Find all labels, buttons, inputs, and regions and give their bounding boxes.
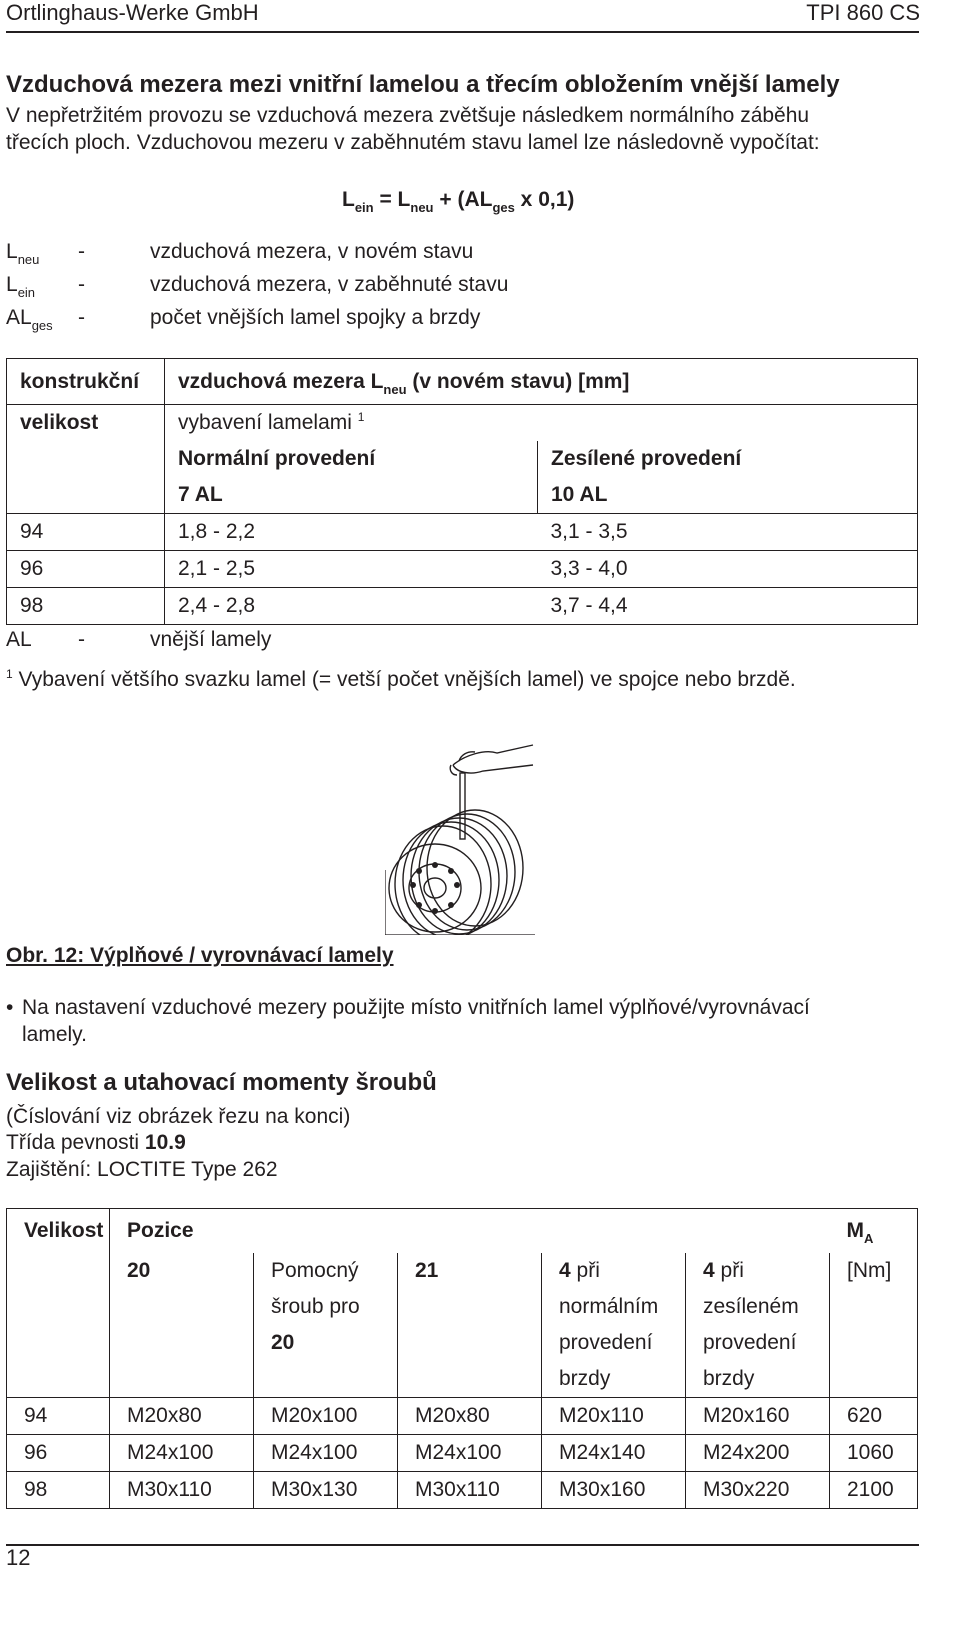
- cell-aux: M30x130: [254, 1471, 398, 1508]
- cell-strong: M30x220: [686, 1471, 830, 1508]
- cell-p20: M30x110: [110, 1471, 254, 1508]
- header-air-gap: vzduchová mezera $L_{neu}$ (v novém stavu) [mm]: [165, 359, 918, 405]
- cell-size: 98: [7, 1471, 110, 1508]
- cell-strong: 3,7 - 4,4: [538, 588, 918, 625]
- cell-size: 94: [7, 1397, 110, 1434]
- header-strong: Zesílené provedení: [538, 441, 918, 477]
- header-rule: [6, 31, 919, 33]
- legend-text: počet vnějších lamel spojky a brzdy: [150, 306, 481, 329]
- cell-ma: 2100: [830, 1471, 918, 1508]
- cell-normal: 1,8 - 2,2: [165, 514, 538, 551]
- header-company: Ortlinghaus-Werke GmbH: [6, 0, 259, 25]
- cell-aux: M24x100: [254, 1434, 398, 1471]
- legend-symbol: $L_{ein}$: [6, 273, 36, 300]
- header-normal-2: normálním: [542, 1289, 686, 1325]
- header-strong-3: provedení: [686, 1325, 830, 1361]
- table-row: [7, 514, 918, 551]
- header-ma: $M_A$: [846, 1218, 874, 1246]
- header-strong-4: brzdy: [686, 1361, 830, 1398]
- header-strong-1: 4 při: [686, 1253, 830, 1289]
- intro-line-2: třecích ploch. Vzduchovou mezeru v zaběhnutém stavu lamel lze následovně vypočítat:: [6, 131, 820, 154]
- section-title-bolts: Velikost a utahovací momenty šroubů: [6, 1069, 437, 1096]
- header-normal-3: provedení: [542, 1325, 686, 1361]
- al-symbol: AL: [6, 628, 32, 651]
- header-normal-1: 4 při: [542, 1253, 686, 1289]
- table-row: [7, 1471, 918, 1508]
- bolt-torque-table: [6, 1208, 918, 1509]
- cell-p21: M20x80: [398, 1397, 542, 1434]
- header-equipment: vybavení lamelami $^1$: [165, 405, 918, 442]
- bullet-line-2: lamely.: [22, 1023, 87, 1046]
- header-normal: Normální provedení: [165, 441, 538, 477]
- table-row: [7, 588, 918, 625]
- section-title-air-gap: Vzduchová mezera mezi vnitřní lamelou a třecím obložením vnější lamely: [6, 71, 840, 98]
- cell-size: 98: [7, 588, 165, 625]
- legend-text: vzduchová mezera, v zaběhnuté stavu: [150, 273, 509, 296]
- header-doc-id: TPI 860 CS: [806, 0, 920, 25]
- lamella-stack-illustration: [385, 735, 535, 935]
- cell-normal: M30x160: [542, 1471, 686, 1508]
- header-velikost: Velikost: [24, 1218, 104, 1242]
- cell-aux: M20x100: [254, 1397, 398, 1434]
- formula: $L_{ein} = L_{neu} + (AL_{ges}$ x 0,1): [342, 188, 575, 215]
- cell-p21: M24x100: [398, 1434, 542, 1471]
- cell-strong: M24x200: [686, 1434, 830, 1471]
- cell-normal: 2,4 - 2,8: [165, 588, 538, 625]
- header-pozice: Pozice: [110, 1209, 830, 1253]
- legend-dash: -: [78, 240, 85, 263]
- page-number: 12: [6, 1545, 31, 1570]
- legend-text: vzduchová mezera, v novém stavu: [150, 240, 474, 263]
- cell-strong: 3,1 - 3,5: [538, 514, 918, 551]
- cell-ma: 1060: [830, 1434, 918, 1471]
- header-pos-21: 21: [398, 1253, 542, 1289]
- header-aux-1: Pomocný: [254, 1253, 398, 1289]
- cell-strong: 3,3 - 4,0: [538, 551, 918, 588]
- cell-normal: M24x140: [542, 1434, 686, 1471]
- header-7al: 7 AL: [165, 477, 538, 514]
- table-row: [7, 1397, 918, 1434]
- footnote: $^1$ Vybavení většího svazku lamel (= vetší počet vnějších lamel) ve spojce nebo brzdě.: [6, 667, 796, 691]
- cell-p21: M30x110: [398, 1471, 542, 1508]
- bullet-line-1: Na nastavení vzduchové mezery použijte místo vnitřních lamel výplňové/vyrovnávací: [22, 996, 810, 1019]
- cell-ma: 620: [830, 1397, 918, 1434]
- header-normal-4: brzdy: [542, 1361, 686, 1398]
- legend-dash: -: [78, 273, 85, 296]
- header-unit: [Nm]: [830, 1253, 918, 1289]
- cell-p20: M20x80: [110, 1397, 254, 1434]
- al-dash: -: [78, 628, 85, 651]
- al-text: vnější lamely: [150, 628, 272, 651]
- cell-normal: 2,1 - 2,5: [165, 551, 538, 588]
- cell-strong: M20x160: [686, 1397, 830, 1434]
- legend-dash: -: [78, 306, 85, 329]
- legend-symbol: $AL_{ges}$: [6, 306, 53, 333]
- table-row: [7, 551, 918, 588]
- header-aux-3: 20: [254, 1325, 398, 1361]
- header-strong-2: zesíleném: [686, 1289, 830, 1325]
- header-aux-2: šroub pro: [254, 1289, 398, 1325]
- legend-symbol: $L_{neu}$: [6, 240, 40, 267]
- header-10al: 10 AL: [538, 477, 918, 514]
- section2-line-3: Zajištění: LOCTITE Type 262: [6, 1158, 278, 1181]
- section2-line-1: (Číslování viz obrázek řezu na konci): [6, 1105, 351, 1128]
- cell-p20: M24x100: [110, 1434, 254, 1471]
- cell-size: 94: [7, 514, 165, 551]
- header-velikost: velikost: [7, 405, 165, 442]
- bullet-mark: •: [6, 996, 14, 1019]
- footer-rule: [6, 1544, 919, 1546]
- section2-line-2: Třída pevnosti 10.9: [6, 1131, 186, 1154]
- air-gap-table: [6, 358, 918, 625]
- table-row: [7, 1434, 918, 1471]
- cell-normal: M20x110: [542, 1397, 686, 1434]
- cell-size: 96: [7, 551, 165, 588]
- intro-line-1: V nepřetržitém provozu se vzduchová mezera zvětšuje následkem normálního záběhu: [6, 104, 810, 127]
- figure-caption: Obr. 12: Výplňové / vyrovnávací lamely: [6, 944, 394, 967]
- cell-size: 96: [7, 1434, 110, 1471]
- header-konstrukcni: konstrukční: [20, 369, 140, 393]
- header-pos-20: 20: [110, 1253, 254, 1289]
